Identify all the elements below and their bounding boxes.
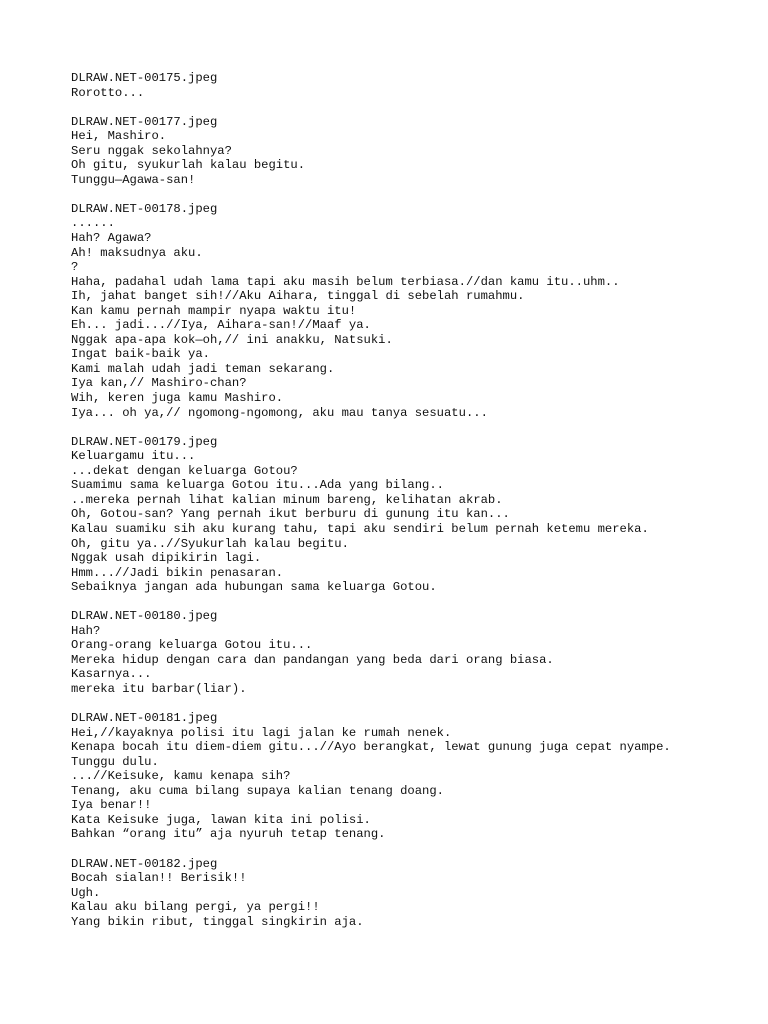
dialogue-line: Hei,//kayaknya polisi itu lagi jalan ke rumah nenek. [71, 725, 452, 740]
file-name: DLRAW.NET-00182.jpeg [71, 856, 218, 871]
file-name: DLRAW.NET-00181.jpeg [71, 711, 218, 726]
dialogue-line: Orang-orang keluarga Gotou itu... [71, 638, 313, 653]
dialogue-line: Suamimu sama keluarga Gotou itu...Ada yang bilang.. [71, 478, 444, 493]
dialogue-line: Hah? [71, 623, 101, 638]
dialogue-line: Iya benar!! [71, 798, 152, 813]
dialogue-line: Oh, gitu ya..//Syukurlah kalau begitu. [71, 536, 349, 551]
dialogue-line: mereka itu barbar(liar). [71, 681, 247, 696]
dialogue-line: Ih, jahat banget sih!//Aku Aihara, tinggal di sebelah rumahmu. [71, 289, 525, 304]
dialogue-line: Bahkan “orang itu” aja nyuruh tetap tenang. [71, 827, 386, 842]
transcript-entry-00175 [71, 71, 751, 100]
transcript-entry-00177 [71, 115, 751, 188]
dialogue-line: ...dekat dengan keluarga Gotou? [71, 463, 298, 478]
dialogue-line: Keluargamu itu... [71, 449, 196, 464]
dialogue-line: Ugh. [71, 885, 101, 900]
dialogue-line: Kan kamu pernah mampir nyapa waktu itu! [71, 303, 357, 318]
dialogue-line: Iya... oh ya,// ngomong-ngomong, aku mau tanya sesuatu... [71, 405, 488, 420]
dialogue-line: Hah? Agawa? [71, 231, 152, 246]
transcript-document [71, 71, 751, 944]
dialogue-line: Kami malah udah jadi teman sekarang. [71, 361, 335, 376]
dialogue-line: ...... [71, 216, 115, 231]
transcript-entry-00178 [71, 202, 751, 420]
transcript-entry-00181 [71, 711, 751, 842]
dialogue-line: Rorotto... [71, 85, 145, 100]
dialogue-line: Oh gitu, syukurlah kalau begitu. [71, 158, 306, 173]
dialogue-line: Kenapa bocah itu diem-diem gitu...//Ayo berangkat, lewat gunung juga cepat nyampe. [71, 740, 671, 755]
dialogue-line: Nggak apa-apa kok—oh,// ini anakku, Natsuki. [71, 332, 393, 347]
dialogue-line: Yang bikin ribut, tinggal singkirin aja. [71, 914, 364, 929]
dialogue-line: Eh... jadi...//Iya, Aihara-san!//Maaf ya. [71, 318, 371, 333]
dialogue-line: ..mereka pernah lihat kalian minum bareng, kelihatan akrab. [71, 492, 503, 507]
file-name: DLRAW.NET-00179.jpeg [71, 434, 218, 449]
dialogue-line: Seru nggak sekolahnya? [71, 143, 232, 158]
file-name: DLRAW.NET-00180.jpeg [71, 609, 218, 624]
dialogue-line: ...//Keisuke, kamu kenapa sih? [71, 769, 291, 784]
dialogue-line: Sebaiknya jangan ada hubungan sama keluarga Gotou. [71, 580, 437, 595]
transcript-entry-00179 [71, 435, 751, 595]
dialogue-line: Bocah sialan!! Berisik!! [71, 871, 247, 886]
dialogue-line: Kasarnya... [71, 667, 152, 682]
dialogue-line: Hmm...//Jadi bikin penasaran. [71, 565, 284, 580]
dialogue-line: Tenang, aku cuma bilang supaya kalian tenang doang. [71, 783, 444, 798]
dialogue-line: Hei, Mashiro. [71, 129, 167, 144]
dialogue-line: Kalau suamiku sih aku kurang tahu, tapi aku sendiri belum pernah ketemu mereka. [71, 521, 649, 536]
file-name: DLRAW.NET-00178.jpeg [71, 201, 218, 216]
dialogue-line: Ah! maksudnya aku. [71, 245, 203, 260]
dialogue-line: Ingat baik-baik ya. [71, 347, 210, 362]
dialogue-line: Kalau aku bilang pergi, ya pergi!! [71, 900, 320, 915]
transcript-entry-00180 [71, 609, 751, 696]
dialogue-line: ? [71, 260, 79, 275]
dialogue-line: Iya kan,// Mashiro-chan? [71, 376, 247, 391]
file-name: DLRAW.NET-00175.jpeg [71, 71, 218, 85]
dialogue-line: Tunggu—Agawa-san! [71, 172, 196, 187]
dialogue-line: Wih, keren juga kamu Mashiro. [71, 391, 284, 406]
dialogue-line: Oh, Gotou-san? Yang pernah ikut berburu di gunung itu kan... [71, 507, 510, 522]
dialogue-line: Tunggu dulu. [71, 754, 159, 769]
dialogue-line: Kata Keisuke juga, lawan kita ini polisi. [71, 812, 371, 827]
dialogue-line: Haha, padahal udah lama tapi aku masih belum terbiasa.//dan kamu itu..uhm.. [71, 274, 620, 289]
dialogue-line: Mereka hidup dengan cara dan pandangan yang beda dari orang biasa. [71, 652, 554, 667]
transcript-entry-00182 [71, 857, 751, 930]
file-name: DLRAW.NET-00177.jpeg [71, 114, 218, 129]
dialogue-line: Nggak usah dipikirin lagi. [71, 551, 262, 566]
